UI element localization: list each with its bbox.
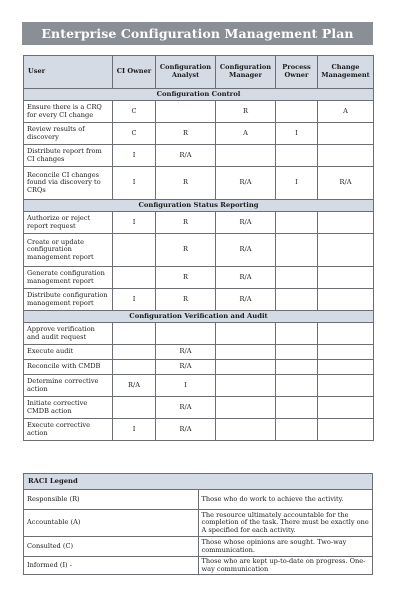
task-cell: Authorize or reject report request [24,212,113,234]
table-row [24,375,374,397]
task-cell: Approve verification and audit request [24,323,113,345]
section-row [24,200,374,212]
legend-term: Consulted (C) [24,537,199,557]
raci-cell [318,145,374,167]
raci-cell [318,419,374,441]
raci-cell: R/A [216,289,276,311]
raci-cell: R [216,101,276,123]
raci-cell [318,397,374,419]
task-cell: Ensure there is a CRQ for every CI change [24,101,113,123]
task-cell: Create or update configuration management report [24,234,113,267]
raci-cell [276,345,318,360]
section-title: Configuration Status Reporting [24,200,374,212]
raci-cell [276,397,318,419]
section-title: Configuration Control [24,89,374,101]
legend-term: Informed (I) - [24,557,199,575]
raci-cell: I [113,289,156,311]
raci-cell: R [156,289,216,311]
raci-body [24,89,374,441]
raci-header-row [24,56,374,89]
raci-cell [216,375,276,397]
legend-row [24,557,373,575]
raci-cell [318,212,374,234]
table-row [24,212,374,234]
task-cell: Execute audit [24,345,113,360]
raci-cell [318,360,374,375]
raci-cell [156,101,216,123]
raci-cell [276,419,318,441]
raci-cell: R [156,212,216,234]
raci-cell [113,234,156,267]
table-row [24,289,374,311]
raci-cell [216,345,276,360]
table-row [24,267,374,289]
task-cell: Execute corrective action [24,419,113,441]
task-cell: Generate configuration management report [24,267,113,289]
raci-cell: I [276,123,318,145]
raci-cell [276,101,318,123]
legend-row [24,510,373,537]
raci-cell: I [113,145,156,167]
raci-cell: C [113,123,156,145]
raci-cell: R/A [156,145,216,167]
table-row [24,323,374,345]
raci-cell: C [113,101,156,123]
raci-cell: R/A [156,345,216,360]
legend-description: Those who are kept up-to-date on progress. One-way communication [198,557,373,575]
raci-cell: R/A [216,167,276,200]
raci-cell [113,360,156,375]
task-cell: Distribute report from CI changes [24,145,113,167]
raci-cell [156,323,216,345]
raci-cell: R/A [156,397,216,419]
header-process-owner: Process Owner [276,56,318,89]
raci-legend [23,473,373,575]
raci-cell: R/A [216,212,276,234]
task-cell: Initiate corrective CMDB action [24,397,113,419]
header-configuration-analyst: Configuration Analyst [156,56,216,89]
raci-cell [113,323,156,345]
raci-cell: R/A [113,375,156,397]
raci-cell [318,323,374,345]
raci-cell: R/A [156,419,216,441]
header-change-management: Change Management [318,56,374,89]
table-row [24,345,374,360]
raci-cell [216,397,276,419]
table-row [24,123,374,145]
raci-cell: A [216,123,276,145]
raci-cell: R/A [156,360,216,375]
table-row [24,145,374,167]
legend-title: RACI Legend [24,474,373,490]
raci-cell: R [156,123,216,145]
table-row [24,234,374,267]
task-cell: Reconcile CI changes found via discovery to CRQs [24,167,113,200]
task-cell: Reconcile with CMDB [24,360,113,375]
raci-cell [318,234,374,267]
raci-cell: R [156,234,216,267]
table-row [24,397,374,419]
legend-description: Those who do work to achieve the activity. [198,490,373,510]
raci-cell: R [156,167,216,200]
table-row [24,419,374,441]
raci-cell [276,360,318,375]
legend-term: Responsible (R) [24,490,199,510]
section-row [24,89,374,101]
raci-cell: R/A [216,234,276,267]
raci-cell: A [318,101,374,123]
header-configuration-manager: Configuration Manager [216,56,276,89]
raci-cell: I [276,167,318,200]
section-title: Configuration Verification and Audit [24,311,374,323]
raci-cell: I [113,212,156,234]
task-cell: Distribute configuration management report [24,289,113,311]
raci-cell [113,267,156,289]
raci-cell: I [113,419,156,441]
raci-cell [318,345,374,360]
header-ci-owner: CI Owner [113,56,156,89]
section-row [24,311,374,323]
table-row [24,101,374,123]
document-title: Enterprise Configuration Management Plan [22,22,373,45]
raci-cell [318,267,374,289]
raci-cell: R/A [318,167,374,200]
raci-cell [276,212,318,234]
raci-cell [216,360,276,375]
legend-description: The resource ultimately accountable for the completion of the task. There must be exactly one A specified for each activity. [198,510,373,537]
raci-cell [276,234,318,267]
table-row [24,167,374,200]
raci-cell [318,375,374,397]
raci-cell [276,289,318,311]
raci-cell: R [156,267,216,289]
raci-cell: I [156,375,216,397]
raci-cell [276,267,318,289]
legend-term: Accountable (A) [24,510,199,537]
raci-cell: I [113,167,156,200]
raci-cell [276,323,318,345]
raci-cell [318,123,374,145]
raci-cell: R/A [216,267,276,289]
raci-table [23,55,374,441]
task-cell: Review results of discovery [24,123,113,145]
raci-cell [318,289,374,311]
raci-cell [216,419,276,441]
raci-cell [276,145,318,167]
raci-cell [113,345,156,360]
table-row [24,360,374,375]
raci-cell [113,397,156,419]
raci-cell [216,323,276,345]
legend-row [24,490,373,510]
raci-cell [216,145,276,167]
legend-description: Those whose opinions are sought. Two-way communication. [198,537,373,557]
raci-cell [276,375,318,397]
legend-row [24,537,373,557]
task-cell: Determine corrective action [24,375,113,397]
header-user: User [24,56,113,89]
